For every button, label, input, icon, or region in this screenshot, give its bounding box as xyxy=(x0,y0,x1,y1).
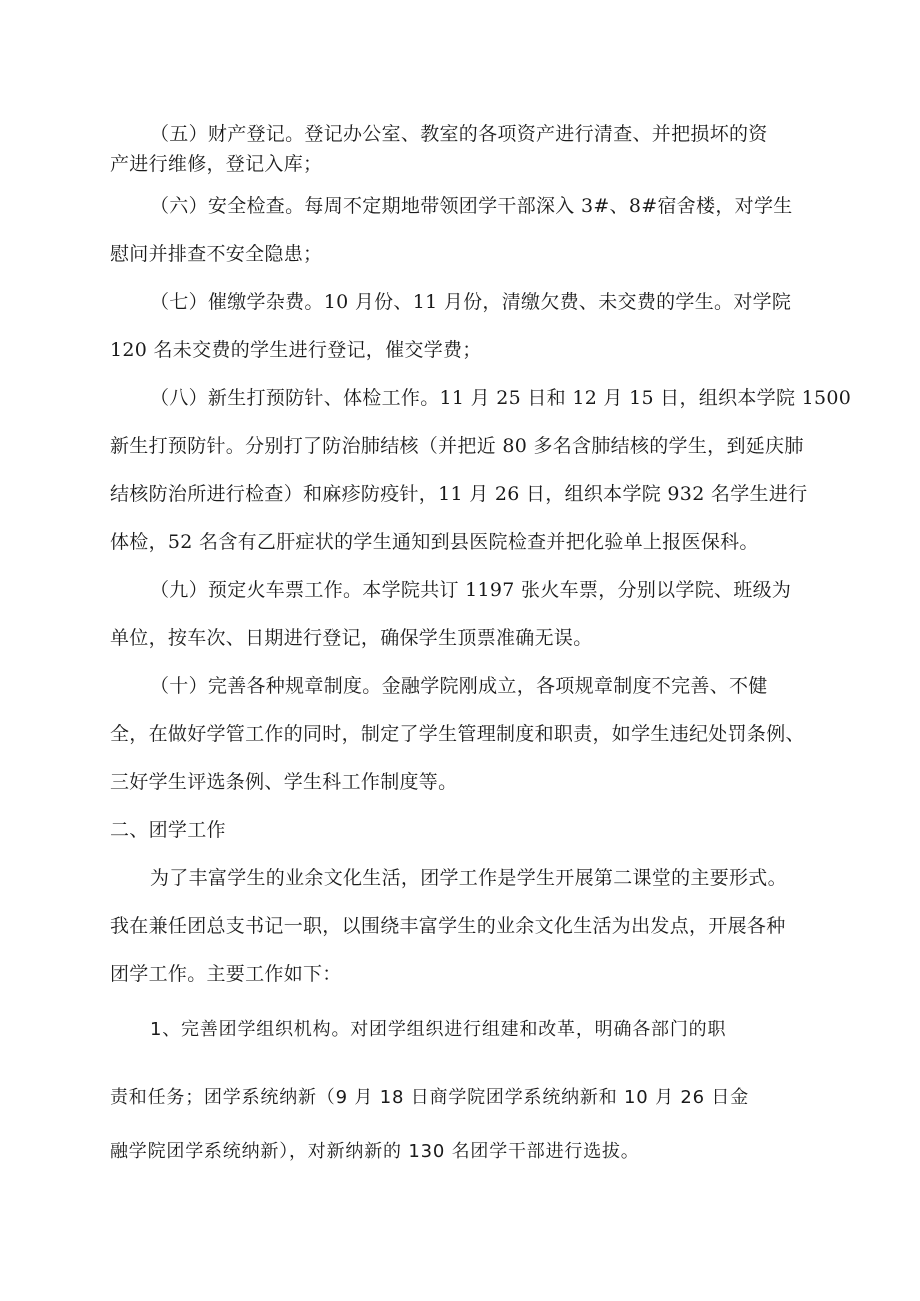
paragraph-safety-inspection-line-2: 慰问并排查不安全隐患； xyxy=(110,243,323,265)
paragraph-vaccination-line-3: 结核防治所进行检查）和麻疹防疫针，11 月 26 日，组织本学院 932 名学生进行 xyxy=(110,483,808,505)
paragraph-vaccination-line-2: 新生打预防针。分别打了防治肺结核（并把近 80 多名含肺结核的学生，到延庆肺 xyxy=(110,435,804,457)
section-heading-league-work: 二、团学工作 xyxy=(110,819,226,841)
paragraph-property-registration-line-2: 产进行维修，登记入库； xyxy=(110,153,323,175)
paragraph-org-structure-line-2: 责和任务；团学系统纳新（9 月 18 日商学院团学系统纳新和 10 月 26 日金 xyxy=(110,1087,750,1108)
paragraph-regulations-line-2: 全，在做好学管工作的同时，制定了学生管理制度和职责，如学生违纪处罚条例、 xyxy=(110,723,805,745)
paragraph-train-tickets-line-1: （九）预定火车票工作。本学院共订 1197 张火车票，分别以学院、班级为 xyxy=(150,579,792,601)
paragraph-train-tickets-line-2: 单位，按车次、日期进行登记，确保学生顶票准确无误。 xyxy=(110,627,593,649)
paragraph-vaccination-line-4: 体检，52 名含有乙肝症状的学生通知到县医院检查并把化验单上报医保科。 xyxy=(110,531,759,553)
paragraph-regulations-line-3: 三好学生评选条例、学生科工作制度等。 xyxy=(110,771,458,793)
paragraph-league-intro-line-1: 为了丰富学生的业余文化生活，团学工作是学生开展第二课堂的主要形式。 xyxy=(150,867,787,889)
paragraph-regulations-line-1: （十）完善各种规章制度。金融学院刚成立，各项规章制度不完善、不健 xyxy=(150,675,768,697)
paragraph-league-intro-line-2: 我在兼任团总支书记一职，以围绕丰富学生的业余文化生活为出发点，开展各种 xyxy=(110,915,786,937)
paragraph-fee-collection-line-1: （七）催缴学杂费。10 月份、11 月份，清缴欠费、未交费的学生。对学院 xyxy=(150,291,792,313)
paragraph-safety-inspection-line-1: （六）安全检查。每周不定期地带领团学干部深入 3#、8#宿舍楼，对学生 xyxy=(150,195,793,217)
paragraph-org-structure-line-1: 1、完善团学组织机构。对团学组织进行组建和改革，明确各部门的职 xyxy=(150,1019,727,1040)
paragraph-org-structure-line-3: 融学院团学系统纳新），对新纳新的 130 名团学干部进行选拔。 xyxy=(110,1141,640,1162)
paragraph-league-intro-line-3: 团学工作。主要工作如下： xyxy=(110,963,342,985)
paragraph-property-registration-line-1: （五）财产登记。登记办公室、教室的各项资产进行清查、并把损坏的资 xyxy=(150,123,768,145)
paragraph-fee-collection-line-2: 120 名未交费的学生进行登记，催交学费； xyxy=(110,339,482,361)
paragraph-vaccination-line-1: （八）新生打预防针、体检工作。11 月 25 日和 12 月 15 日，组织本学院 1500 xyxy=(150,387,852,409)
